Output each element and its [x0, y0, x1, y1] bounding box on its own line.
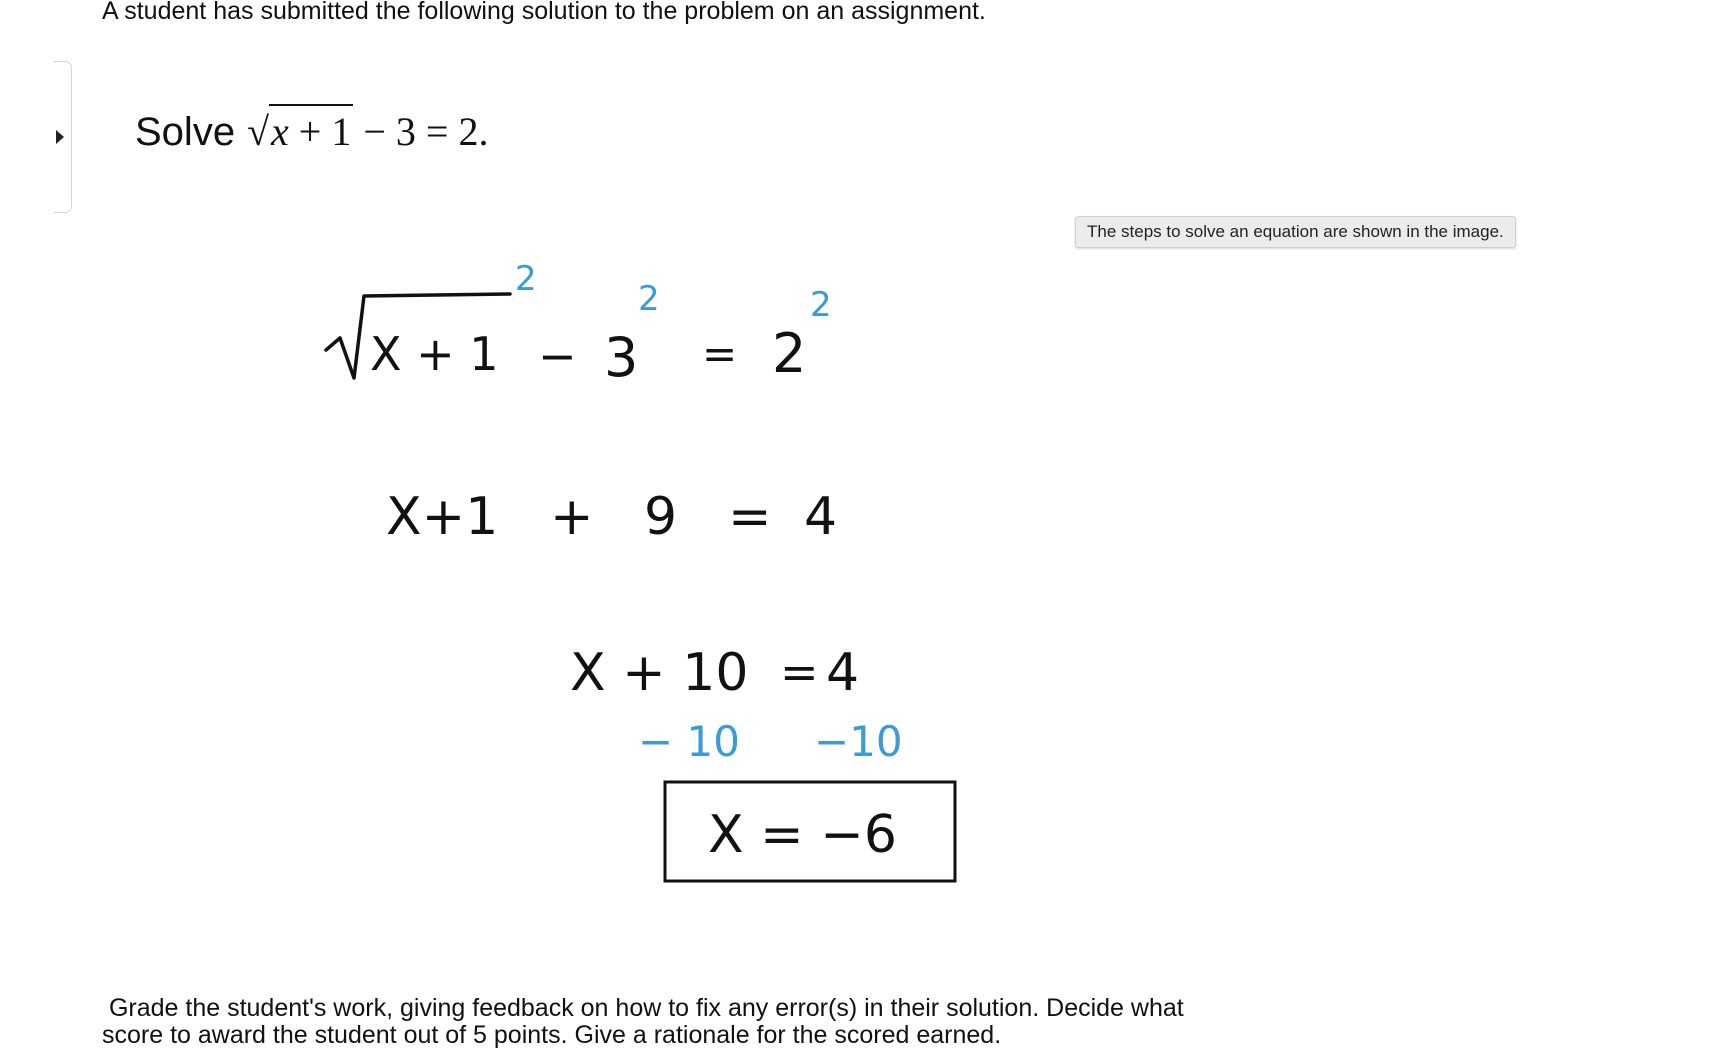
- line2-rhs: 4: [804, 487, 838, 547]
- line1-equals: =: [702, 329, 738, 378]
- line2-lhs: X+1: [386, 487, 499, 547]
- line1-exponents: [515, 259, 832, 325]
- final-answer: [665, 782, 955, 881]
- line1-minus: −: [538, 329, 577, 383]
- line1-radicand: X + 1: [370, 327, 499, 381]
- exponent-radical: 2: [515, 259, 537, 299]
- subtraction-annotations: [638, 717, 903, 766]
- line3-equals: =: [780, 645, 819, 699]
- work-line-2: [386, 487, 837, 547]
- line1-rhs: 2: [772, 322, 807, 385]
- radicand-rest: + 1: [288, 109, 352, 154]
- subtract-left: − 10: [638, 717, 740, 766]
- exponent-three: 2: [638, 279, 660, 319]
- line3-lhs: X + 10: [570, 643, 749, 703]
- work-line-3: [570, 643, 859, 703]
- line2-nine: 9: [644, 487, 678, 547]
- problem-verb: Solve: [135, 110, 236, 154]
- radicand-variable: x: [271, 109, 289, 154]
- intro-text: A student has submitted the following solution to the problem on an assignment.: [102, 0, 986, 25]
- line2-equals: =: [728, 487, 772, 547]
- image-alt-tooltip: The steps to solve an equation are shown in the image.: [1075, 216, 1516, 248]
- work-line-1: [326, 294, 806, 389]
- line1-three: 3: [604, 326, 639, 389]
- grading-prompt: Grade the student's work, giving feedback on how to fix any error(s) in their solution. Decide what score to award the student out of 5 points. Give a rationale for the scored earned.: [102, 994, 1191, 1049]
- line2-plus: +: [550, 487, 594, 547]
- answer-text: X = −6: [708, 805, 897, 865]
- sqrt-symbol-icon: √: [247, 109, 270, 154]
- line3-rhs: 4: [826, 643, 860, 703]
- subtract-right: −10: [814, 717, 903, 766]
- exponent-two: 2: [810, 285, 832, 325]
- equation-rest: − 3 = 2.: [353, 109, 489, 154]
